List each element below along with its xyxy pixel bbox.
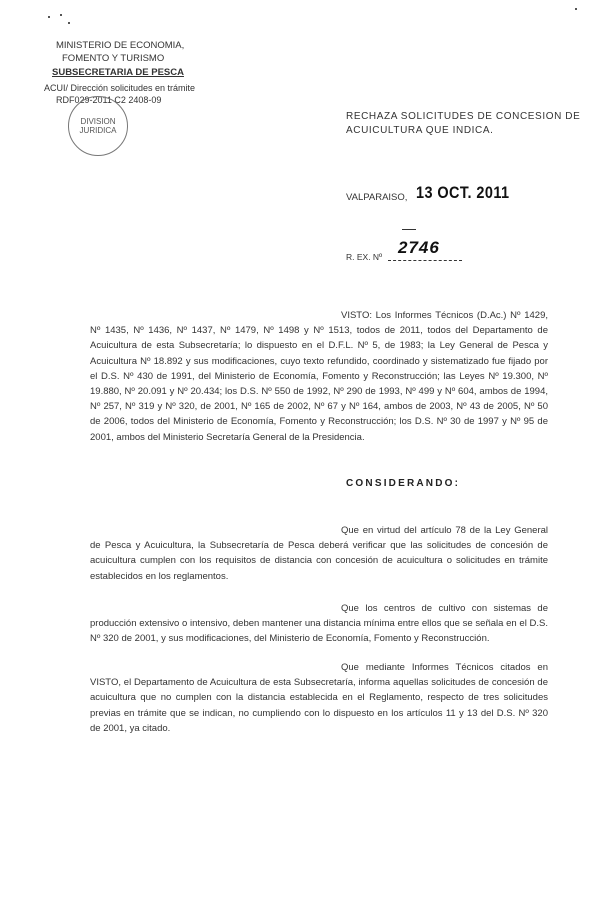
handwritten-dash xyxy=(402,229,416,230)
ministry-line2: FOMENTO Y TURISMO xyxy=(62,53,165,64)
juridica-stamp xyxy=(68,96,128,156)
resolution-title-line2: ACUICULTURA QUE INDICA. xyxy=(346,125,494,136)
considerando-paragraph-1-block xyxy=(90,523,548,584)
date-place: VALPARAISO, xyxy=(346,192,408,203)
resolution-title-line1: RECHAZA SOLICITUDES DE CONCESION DE xyxy=(346,111,581,122)
visto-section xyxy=(90,308,548,445)
reference-line1: ACUI/ Dirección solicitudes en trámite xyxy=(44,83,196,93)
subsecretaria-label: SUBSECRETARIA DE PESCA xyxy=(52,67,184,78)
considerando-paragraph-3: Que mediante Informes Técnicos citados en VISTO, el Departamento de Acuicultura de esta Subsecretaría, informa aquellas solicitudes de concesión de acuicultura que no cumplen con la distancia establecida en el Reglamento, respecto de tres solicitudes previas en trámite que se indican, no cumpliendo con lo dispuesto en los artículos 11 y 13 del D.S. Nº 320 de 2001, ya citado. xyxy=(90,662,548,734)
scan-mark xyxy=(68,22,70,24)
stamp-line1: DIVISION xyxy=(80,117,116,126)
resolution-date: 13 OCT. 2011 xyxy=(416,183,510,202)
reference-line2: RDF029-2011 C2 2408-09 xyxy=(56,95,162,105)
resolution-number-underline xyxy=(388,260,462,261)
scan-mark xyxy=(575,8,577,10)
considerando-paragraph-3-block xyxy=(90,660,548,736)
considerando-paragraph-2-block xyxy=(90,601,548,647)
resolution-number: 2746 xyxy=(398,238,440,257)
considerando-paragraph-2: Que los centros de cultivo con sistemas de producción extensivo o intensivo, deben mantener una distancia mínima entre ellos que se señala en el D.S. Nº 320 de 2001, y sus modificaciones, del Ministerio de Economía, Fomento y Reconstrucción. xyxy=(90,603,548,645)
resolution-number-label: R. EX. Nº xyxy=(346,252,383,262)
scan-mark xyxy=(60,14,62,16)
considerando-paragraph-1: Que en virtud del artículo 78 de la Ley General de Pesca y Acuicultura, la Subsecretaría de Pesca deberá verificar que las solicitudes de concesión de acuicultura cumplen con los requisitos de distancia con concesión de acuicultura o solicitudes en trámite establecidos en los reglamentos. xyxy=(90,525,548,582)
scan-mark xyxy=(48,16,50,18)
stamp-line2: JURIDICA xyxy=(79,126,117,135)
visto-paragraph: VISTO: Los Informes Técnicos (D.Ac.) Nº 1429, Nº 1435, Nº 1436, Nº 1437, Nº 1479, Nº 1498 y Nº 1513, todos de 2011, todos del Departamento de Acuicultura de esta Subsecretaría; lo dispuesto en el D.F.L. Nº 5, de 1983; la Ley General de Pesca y Acuicultura Nº 18.892 y sus modificaciones, cuyo texto refundido, coordinado y sistematizado fue fijado por el D.S. Nº 430 de 1991, del Ministerio de Economía, Fomento y Reconstrucción; las Leyes Nº 19.300, Nº 19.880, Nº 20.091 y Nº 20.434; los D.S. Nº 550 de 1992, Nº 290 de 1993, Nº 499 y Nº 604, ambos de 1994, Nº 257, Nº 319 y Nº 320, de 2001, Nº 165 de 2002, Nº 67 y Nº 164, ambos de 2003, Nº 43 de 2005, Nº 50 de 2006, todos del Ministerio de Economía, Fomento y Reconstrucción; los D.S. Nº 30 de 1997 y Nº 95 de 2001, ambos del Ministerio Secretaría General de la Presidencia. xyxy=(90,310,548,443)
considerando-heading: CONSIDERANDO: xyxy=(346,478,461,489)
ministry-line1: MINISTERIO DE ECONOMIA, xyxy=(56,40,185,51)
